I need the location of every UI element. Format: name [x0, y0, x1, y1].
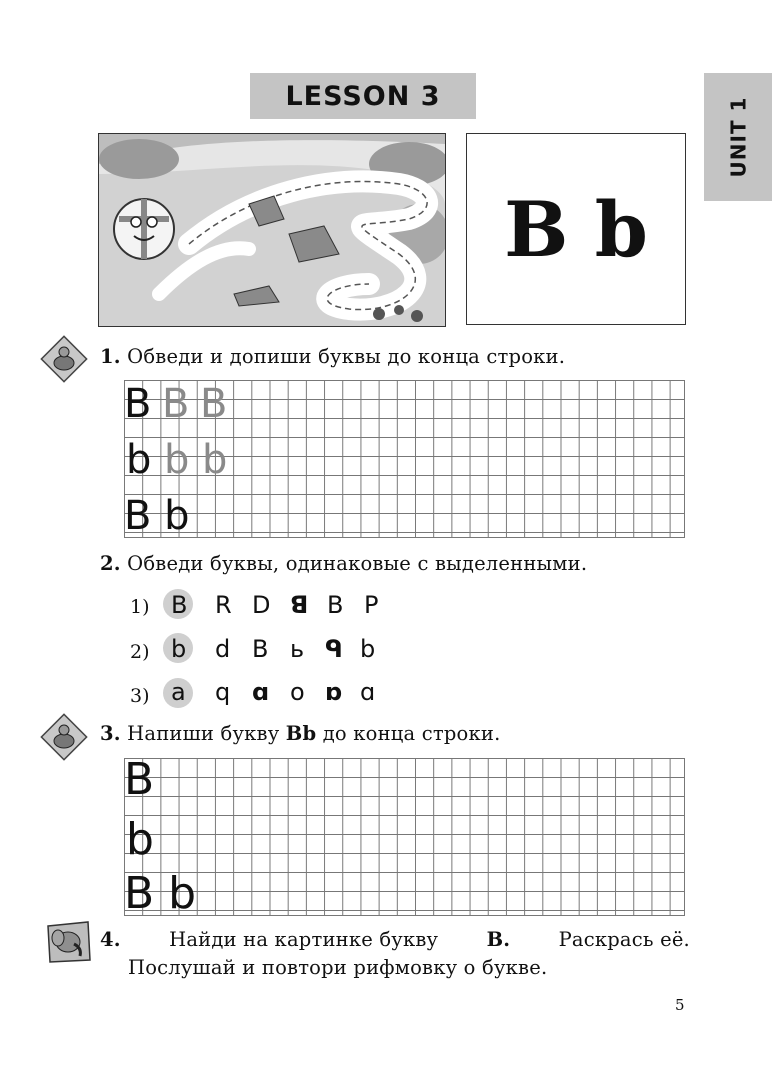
page-number: 5: [675, 996, 685, 1014]
task-3-instruction: [100, 720, 500, 748]
task-2-row-2-option[interactable]: B: [252, 635, 269, 663]
letter-display: B b: [466, 133, 686, 325]
task-3-row-2-sample: b: [126, 814, 154, 865]
task-3-text: Напиши букву: [127, 722, 280, 745]
task-1-row-3-sample: B b: [124, 493, 190, 539]
task-2-row-2-option[interactable]: ь: [290, 635, 305, 663]
task-3-text-end: до конца строки.: [322, 722, 501, 745]
task-2-row-3-option[interactable]: ɑ: [360, 678, 376, 706]
task-2-text: Обведи буквы, одинаковые с выделенными.: [127, 552, 588, 575]
task-2-row-1-label: 1): [130, 596, 150, 618]
task-3-letter: Bb: [285, 722, 317, 745]
unit-tab: [704, 73, 772, 201]
lesson-title: LESSON 3: [250, 73, 476, 119]
task-3-row-1-sample: B: [124, 754, 155, 805]
task-2-row-3-option[interactable]: q: [215, 678, 231, 706]
task-2-row-2-option[interactable]: b: [360, 635, 376, 663]
unit-label: UNIT 1: [726, 96, 751, 178]
task-2-row-1-option[interactable]: ꓭ: [290, 591, 309, 619]
task-2-row-3-option[interactable]: ɑ: [252, 678, 270, 706]
task-2-row-1-target: B: [171, 591, 188, 619]
task-3-writing-grid[interactable]: [124, 754, 685, 919]
task-2-row-2-option[interactable]: d: [215, 635, 231, 663]
task-2-instruction: [100, 550, 587, 578]
task-1-row-2-trace-2: b: [202, 437, 228, 483]
task-2-row-2-target: b: [171, 635, 187, 663]
task-1-text: Обведи и допиши буквы до конца строки.: [127, 345, 566, 368]
task-2-row-3-option[interactable]: ɒ: [325, 678, 343, 706]
task-4-letter: B.: [486, 928, 511, 951]
task-2-row-1-option[interactable]: D: [252, 591, 271, 619]
task-2-row-1-option[interactable]: R: [215, 591, 232, 619]
task-4-instruction: [100, 926, 690, 982]
task-1-row-2-sample: b: [126, 437, 152, 483]
task-1-instruction: [100, 343, 565, 371]
task-1-number: 1.: [100, 345, 121, 368]
task-2-row-2-label: 2): [130, 641, 150, 663]
task-1-row-1-trace-2: B: [200, 381, 228, 427]
task-2-number: 2.: [100, 552, 121, 575]
task-4-text-b: Раскрась её.: [558, 928, 690, 951]
task-4-text-a: Найди на картинке букву: [169, 928, 439, 951]
task-2-row-3-target: a: [171, 678, 186, 706]
task-1-row-1-sample: B: [124, 381, 152, 427]
task-2-row-2-option[interactable]: ᑫ: [325, 635, 343, 663]
elephant-badge-icon: [44, 918, 92, 964]
task-2-row-3-option[interactable]: o: [290, 678, 305, 706]
turtle-badge-icon: [40, 335, 88, 383]
task-2-row-1-option[interactable]: P: [364, 591, 379, 619]
task-4-line-2: Послушай и повтори рифмовку о букве.: [128, 956, 548, 979]
illustration: [98, 133, 446, 327]
task-1-row-2-trace-1: b: [164, 437, 190, 483]
task-3-row-3-sample: B b: [124, 868, 197, 919]
task-4-number: 4.: [100, 928, 121, 951]
turtle-badge-icon: [40, 713, 88, 761]
illustration-drawing: [99, 134, 445, 326]
task-3-number: 3.: [100, 722, 121, 745]
task-2-row-1-option[interactable]: B: [327, 591, 344, 619]
task-1-row-1-trace-1: B: [162, 381, 190, 427]
task-4-line-1: [100, 926, 690, 954]
task-2-row-3-label: 3): [130, 685, 150, 707]
